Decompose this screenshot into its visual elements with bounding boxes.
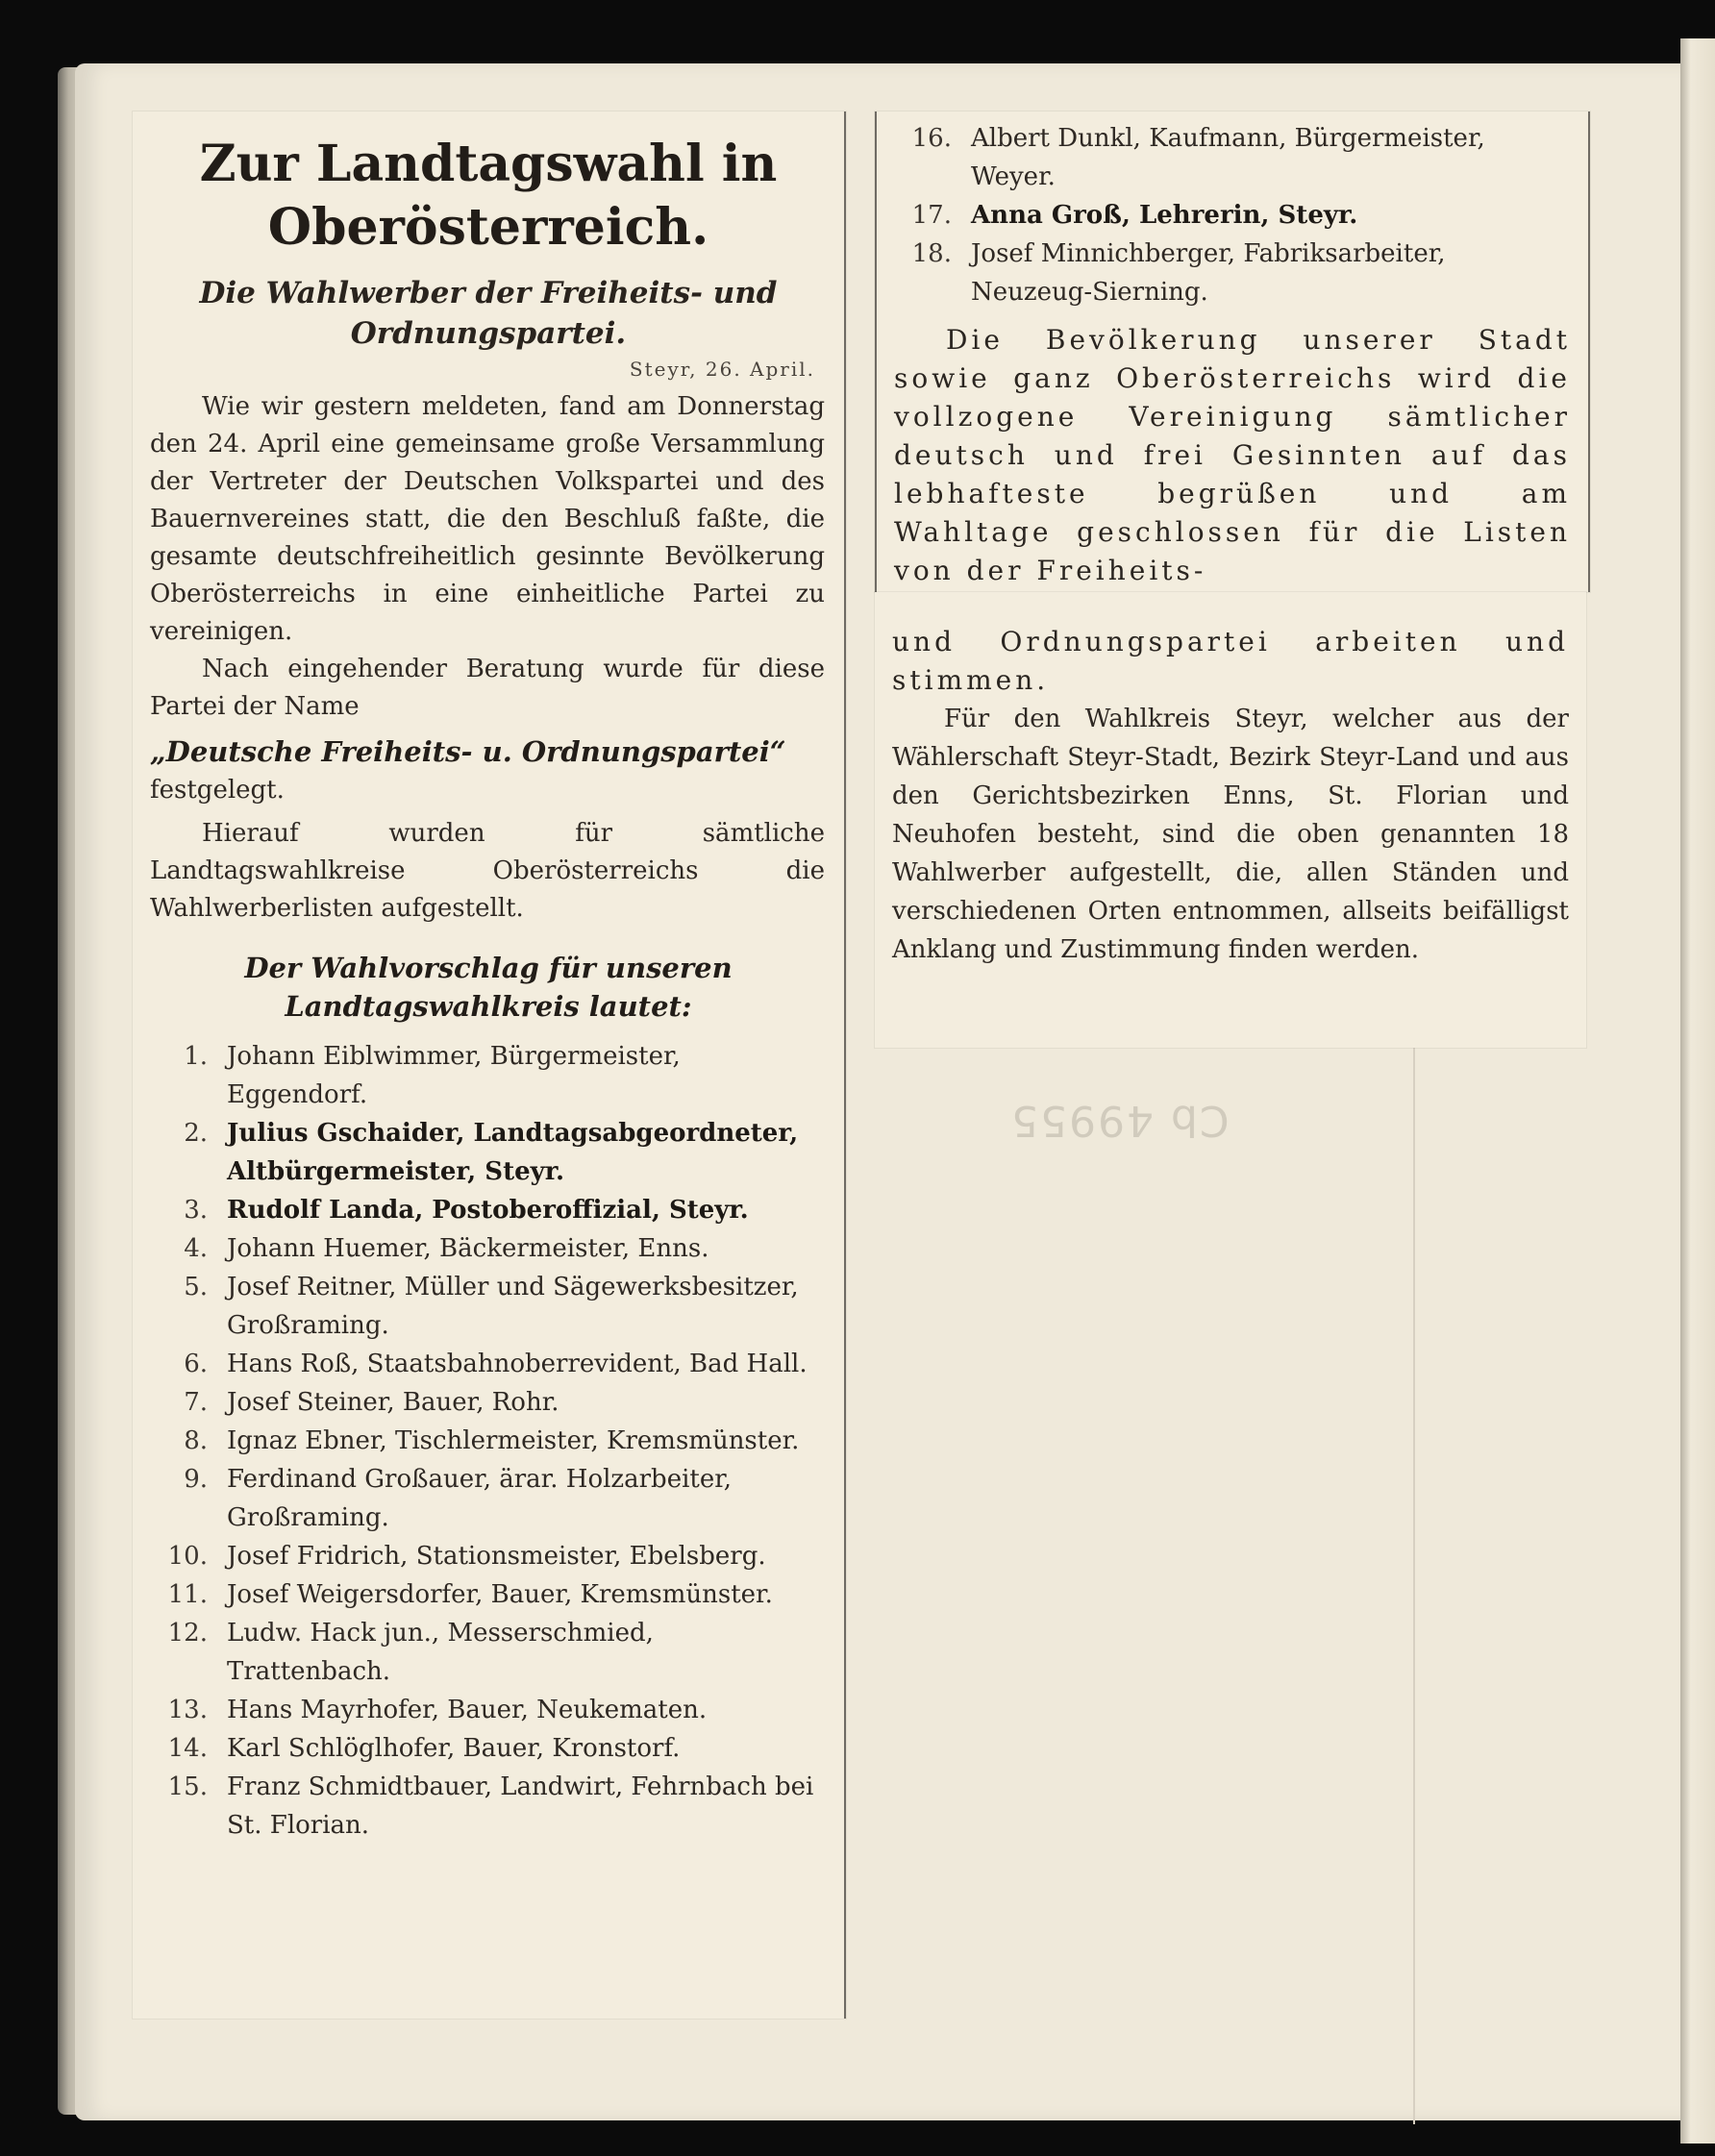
list-item-text: Franz Schmidtbauer, Landwirt, Fehrnbach bei St. Florian. (227, 1772, 814, 1840)
closing-paragraph-3: Für den Wahlkreis Steyr, welcher aus der Wählerschaft Steyr-Stadt, Bezirk Steyr-Land und aus den Gerichtsbezirken Enns, St. Florian und Neuhofen besteht, sind die oben genannten 18 Wahlwerber aufgestellt, die, allen Ständen und verschiedenen Orten entnommen, allseits beifälligst Anklang und Zustimmung finden werden. (892, 705, 1569, 964)
list-item (150, 1614, 825, 1691)
list-item-text: Ferdinand Großauer, ärar. Holzarbeiter, Großraming. (227, 1465, 733, 1532)
list-item-text: Johann Eiblwimmer, Bürgermeister, Eggendorf. (227, 1042, 681, 1109)
article-subheadline: Die Wahlwerber der Freiheits- und Ordnungspartei. (199, 276, 778, 351)
right-page-spine (1680, 38, 1715, 2144)
list-item-text: Josef Weigersdorfer, Bauer, Kremsmünster. (227, 1580, 773, 1609)
list-item-number: 6. (184, 1350, 208, 1378)
list-item-number: 1. (184, 1042, 208, 1071)
list-item-number: 17. (911, 201, 952, 230)
pencil-archive-note: Cb 49955 (1009, 1096, 1230, 1145)
party-name: „Deutsche Freiheits- u. Ordnungspartei“ (150, 735, 786, 768)
list-item-text: Albert Dunkl, Kaufmann, Bürgermeister, Weyer. (971, 124, 1485, 191)
list-item-number: 15. (167, 1772, 208, 1801)
article-paragraph-2-end: festgelegt. (150, 776, 285, 805)
list-item-number: 13. (167, 1696, 208, 1724)
list-item-number: 7. (184, 1388, 208, 1417)
list-item-number: 9. (184, 1465, 208, 1494)
article-paragraph-2: Nach eingehender Beratung wurde für diese Partei der Name (150, 655, 825, 721)
newspaper-clipping-left (133, 112, 846, 2019)
list-item-text: Josef Reitner, Müller und Sägewerksbesitzer, Großraming. (227, 1273, 799, 1340)
list-item (150, 1729, 825, 1768)
list-item (150, 1575, 825, 1614)
list-item (150, 1422, 825, 1460)
newspaper-clipping-right-bottom (875, 592, 1586, 1048)
list-item-text: Hans Mayrhofer, Bauer, Neukematen. (227, 1696, 708, 1724)
list-item-number: 18. (911, 239, 952, 268)
list-item-text: Josef Steiner, Bauer, Rohr. (227, 1388, 559, 1417)
list-item (150, 1460, 825, 1537)
list-item-text: Rudolf Landa, Postoberoffizial, Steyr. (227, 1196, 749, 1225)
list-item-text: Johann Huemer, Bäckermeister, Enns. (227, 1234, 709, 1263)
list-item-number: 10. (167, 1542, 208, 1571)
list-item-text: Josef Minnichberger, Fabriksarbeiter, Neuzeug-Sierning. (971, 239, 1446, 307)
list-item-number: 3. (184, 1196, 208, 1225)
closing-paragraph-2: und Ordnungspartei arbeiten und stimmen. (892, 626, 1569, 696)
list-item-text: Anna Groß, Lehrerin, Steyr. (971, 201, 1358, 230)
list-item (894, 196, 1569, 235)
list-item (150, 1383, 825, 1422)
candidate-list (150, 1037, 825, 1845)
list-item-number: 8. (184, 1426, 208, 1455)
list-item (150, 1114, 825, 1191)
article-paragraph-1: Wie wir gestern meldeten, fand am Donnerstag den 24. April eine gemeinsame große Versammlung der Vertreter der Deutschen Volkspartei und des Bauernvereines statt, die den Beschluß faßte, die gesamte deutschfreiheitlich gesinnte Bevölkerung Oberösterreichs in eine einheitliche Partei zu vereinigen. (150, 392, 825, 646)
article-paragraph-3: Hierauf wurden für sämtliche Landtagswahlkreise Oberösterreichs die Wahlwerberlisten aufgestellt. (150, 819, 825, 923)
list-item-number: 14. (167, 1734, 208, 1763)
article-dateline: Steyr, 26. April. (629, 358, 815, 381)
list-item-text: Julius Gschaider, Landtagsabgeordneter, Altbürgermeister, Steyr. (227, 1119, 799, 1186)
list-item (894, 235, 1569, 311)
list-item (150, 1768, 825, 1845)
candidate-list-continued (894, 119, 1569, 311)
list-item (150, 1537, 825, 1575)
list-item-number: 2. (184, 1119, 208, 1148)
list-item-number: 12. (167, 1619, 208, 1648)
list-item-number: 4. (184, 1234, 208, 1263)
list-item-text: Ignaz Ebner, Tischlermeister, Kremsmünster. (227, 1426, 800, 1455)
list-item-number: 11. (167, 1580, 208, 1609)
list-item-number: 16. (911, 124, 952, 153)
list-item-number: 5. (184, 1273, 208, 1301)
list-item (150, 1037, 825, 1114)
list-item (894, 119, 1569, 196)
list-item (150, 1191, 825, 1229)
candidate-list-title: Der Wahlvorschlag für unseren Landtagswahlkreis lautet: (244, 952, 733, 1023)
list-item (150, 1345, 825, 1383)
list-item (150, 1268, 825, 1345)
article-headline: Zur Landtagswahl in Oberösterreich. (199, 135, 778, 257)
list-item-text: Karl Schlöglhofer, Bauer, Kronstorf. (227, 1734, 681, 1763)
list-item (150, 1229, 825, 1268)
list-item-text: Ludw. Hack jun., Messerschmied, Trattenbach. (227, 1619, 654, 1686)
closing-paragraph-1: Die Bevölkerung unserer Stadt sowie ganz Oberösterreichs wird die vollzogene Vereinigung sämtlicher deutsch und frei Gesinnten auf das lebhafteste begrüßen und am Wahltage geschlossen für die Listen von der Freiheits- (894, 324, 1571, 586)
list-item-text: Josef Fridrich, Stationsmeister, Ebelsberg. (227, 1542, 766, 1571)
newspaper-clipping-right-top (875, 112, 1590, 592)
list-item (150, 1691, 825, 1729)
page-ruling-line (1413, 1048, 1415, 2124)
list-item-text: Hans Roß, Staatsbahnoberrevident, Bad Hall. (227, 1350, 808, 1378)
